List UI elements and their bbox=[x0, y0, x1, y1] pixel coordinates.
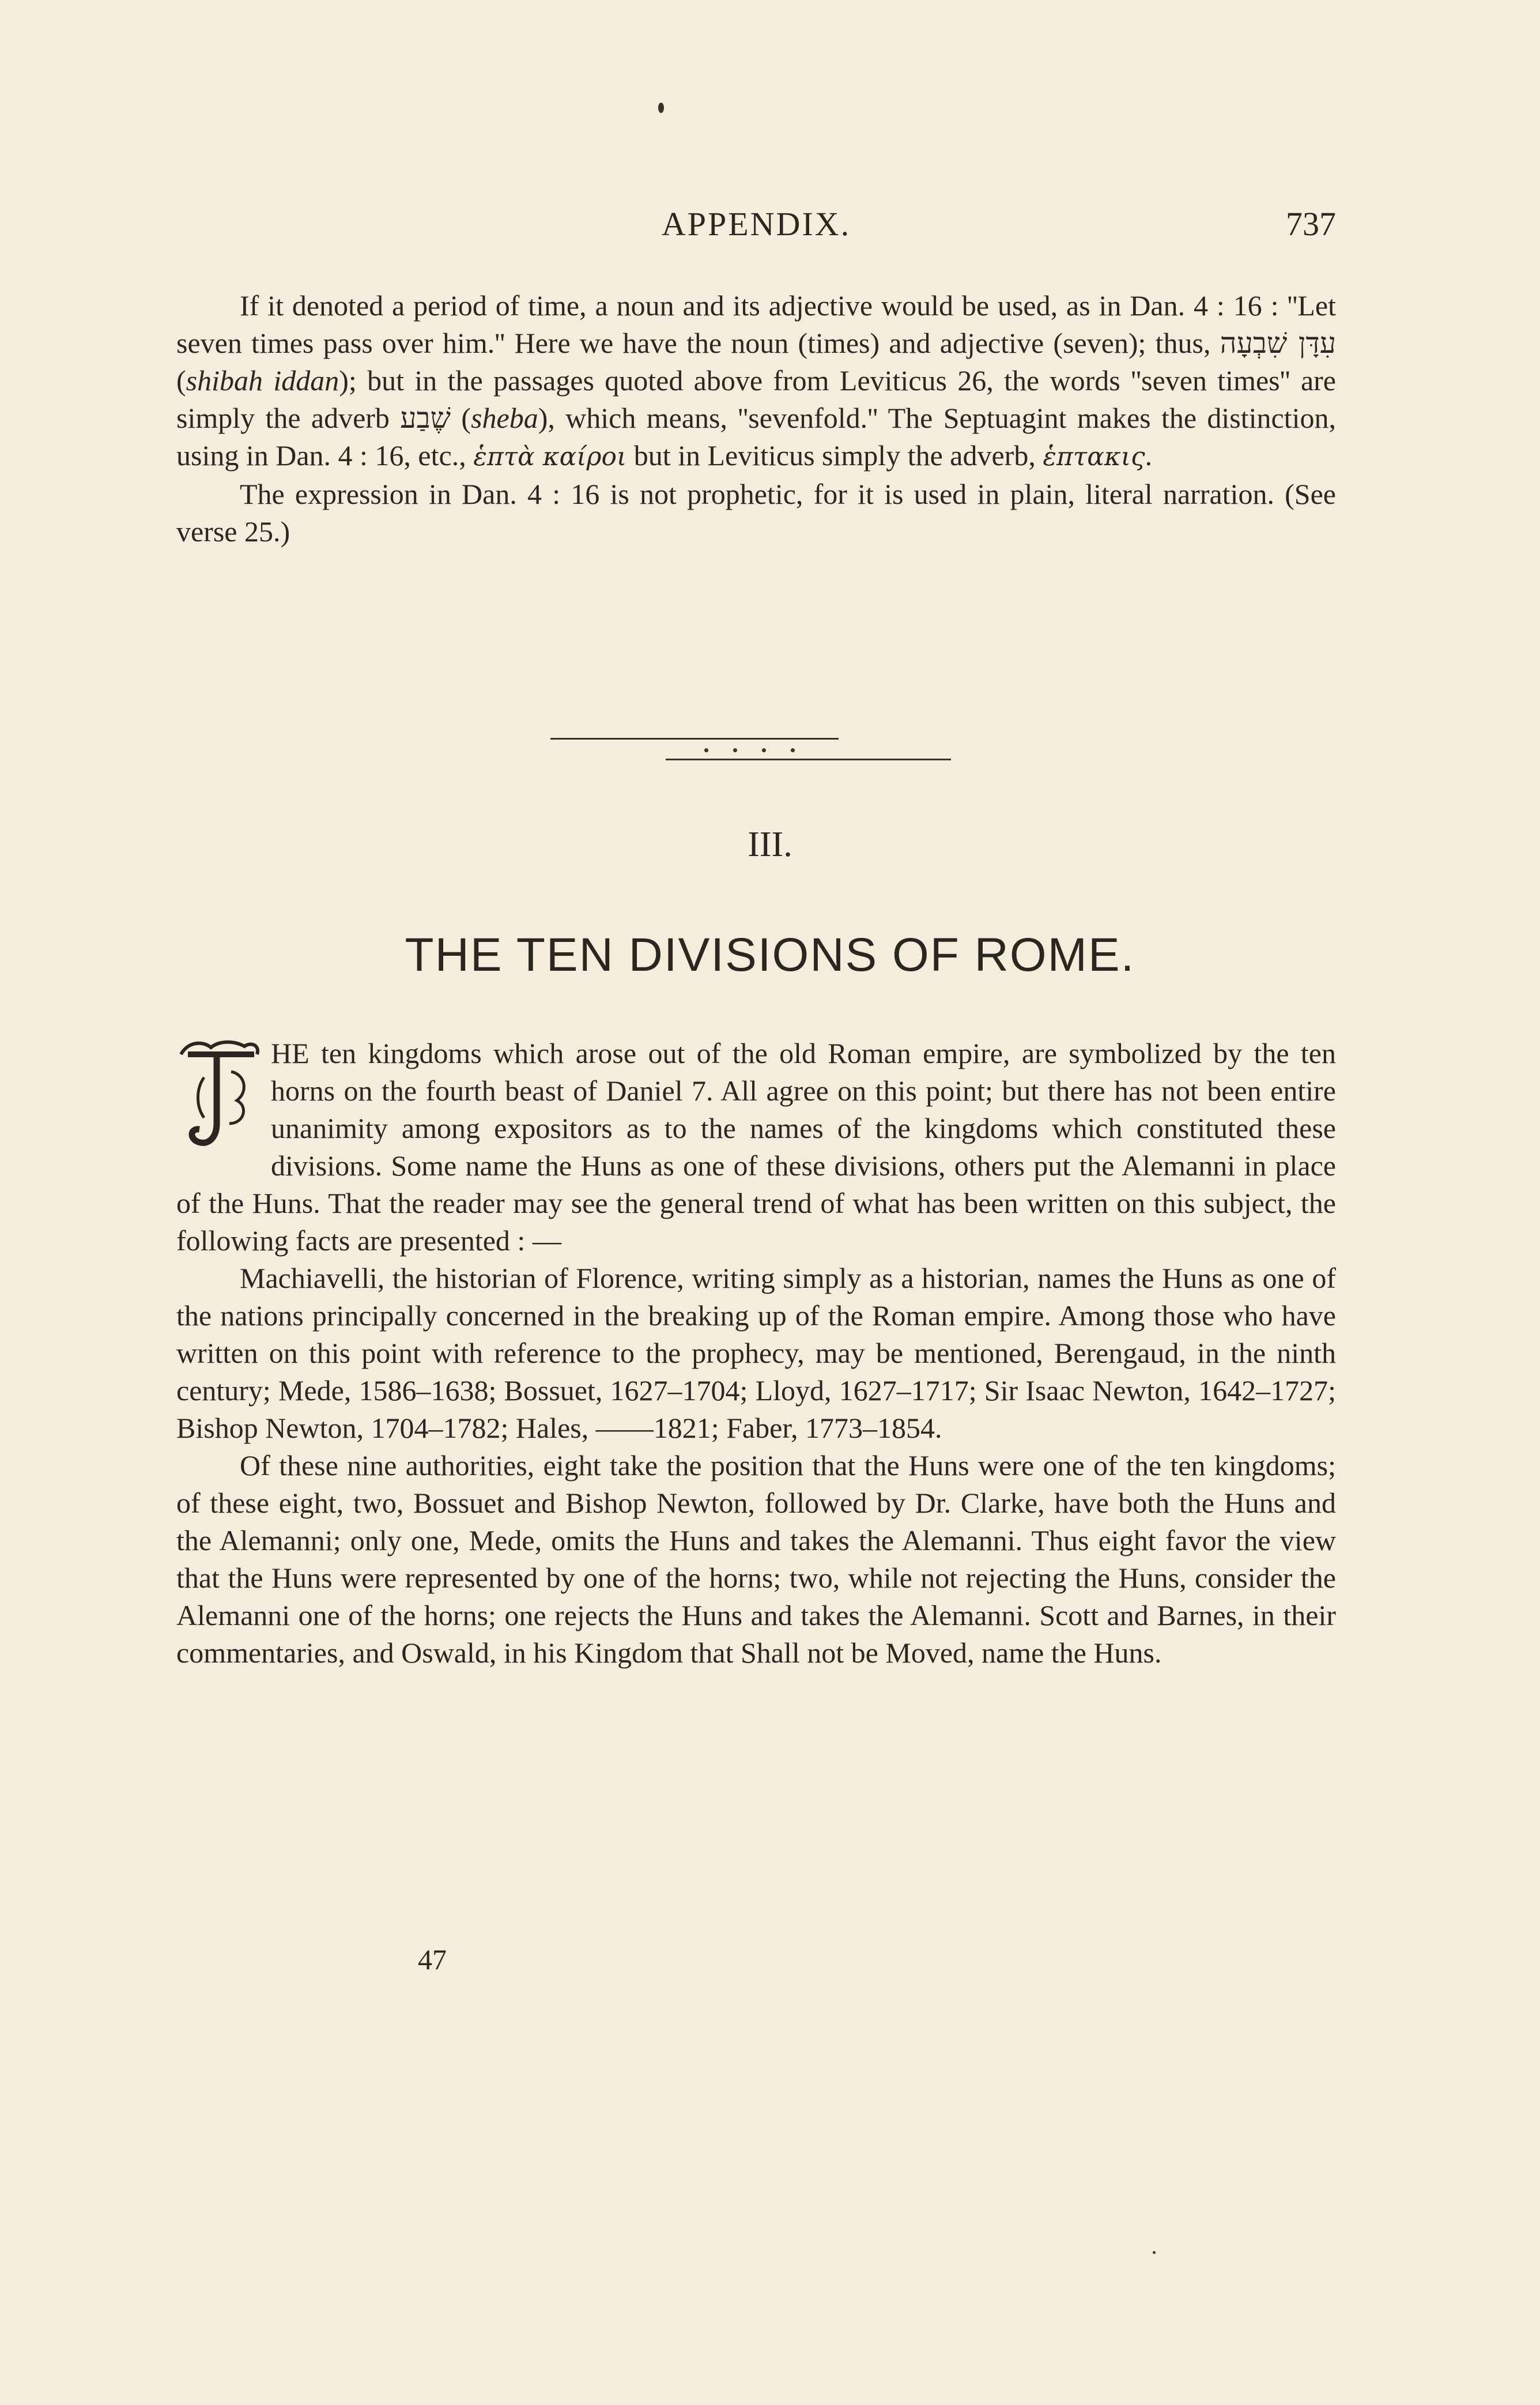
divider-dot bbox=[762, 748, 766, 752]
top-text-block bbox=[176, 287, 1336, 551]
paragraph: The expression in Dan. 4 : 16 is not prophetic, for it is used in plain, literal narration. (See verse 25.) bbox=[176, 478, 1336, 548]
divider-rule-lower bbox=[666, 759, 951, 760]
text-run: ( bbox=[176, 364, 186, 397]
divider-dot bbox=[704, 748, 708, 752]
paragraph: Machiavelli, the historian of Florence, writing simply as a historian, names the Huns as one of the nations principally concerned in the breaking up of the Roman empire. Among those who have written on this point with reference to the prophecy, may be mentioned, Berengaud, in the ninth century; Mede, 1586–1638; Bossuet, 1627–1704; Lloyd, 1627–1717; Sir Isaac Newton, 1642–1727; Bishop Newton, 1704–1782; Hales, ——1821; Faber, 1773–1854. bbox=[176, 1262, 1336, 1444]
text-run: ); but in the passages quoted above from Leviticus 26, the words ''seven times'' are simply the adverb bbox=[176, 364, 1336, 434]
ink-speck bbox=[1153, 2251, 1156, 2254]
running-head: APPENDIX. bbox=[661, 205, 851, 243]
section-number: III. bbox=[748, 825, 792, 864]
paragraph: Of these nine authorities, eight take the position that the Huns were one of the ten kingdoms; of these eight, two, Bossuet and Bishop Newton, followed by Dr. Clarke, have both the Huns and the Alemanni; only one, Mede, omits the Huns and takes the Alemanni. Thus eight favor the view that the Huns were represented by one of the horns; two, while not rejecting the Huns, consider the Alemanni one of the horns; one rejects the Huns and takes the Alemanni. Scott and Barnes, in their commentaries, and Oswald, in his Kingdom that Shall not be Moved, name the Huns. bbox=[176, 1449, 1336, 1669]
ink-speck bbox=[658, 103, 664, 113]
divider-rule-upper bbox=[550, 738, 839, 740]
section-title: THE TEN DIVISIONS OF ROME. bbox=[405, 929, 1135, 981]
page-header bbox=[176, 205, 1336, 251]
greek-phrase: ἑπτὰ καίροι bbox=[473, 442, 627, 472]
text-run: but in Leviticus simply the adverb, bbox=[626, 439, 1043, 472]
body-text-block bbox=[176, 1035, 1336, 1672]
hebrew-phrase: עִדָּן שִׁבְעָה bbox=[1220, 326, 1336, 360]
decorative-initial-t bbox=[176, 1037, 263, 1152]
page-number: 737 bbox=[1286, 205, 1336, 243]
signature-mark: 47 bbox=[418, 1943, 447, 1976]
divider-dot bbox=[733, 748, 737, 752]
text-run: . bbox=[1145, 439, 1153, 472]
text-run: HE ten kingdoms which arose out of the old Roman empire, are symbolized by the ten horns on the fourth beast of Daniel 7. All agree on this point; but there has not been entire unanimity among expositors as to the names of the kingdoms which constituted these divisions. Some name the Huns as one of these divisions, others put the Alemanni in place of the Huns. That the reader may see the general trend of what has been written on this subject, the following facts are presented : — bbox=[176, 1037, 1336, 1257]
transliteration: shibah iddan bbox=[186, 364, 339, 397]
paragraph bbox=[176, 1035, 1336, 1260]
transliteration: sheba bbox=[471, 402, 538, 434]
text-run: ( bbox=[451, 402, 471, 434]
hebrew-word: שֶׁבַע bbox=[400, 401, 451, 435]
text-run: ), which means, ''sevenfold.'' The Septuagint makes the distinction, using in Dan. 4 : 16, etc., bbox=[176, 402, 1336, 472]
greek-word: ἑπτακις bbox=[1043, 442, 1145, 472]
text-run: If it denoted a period of time, a noun and its adjective would be used, as in Dan. 4 : 16 : ''Let seven times pass over him.'' Here we have the noun (times) and adjective (seven); thus, bbox=[176, 289, 1336, 359]
paragraph bbox=[176, 287, 1336, 476]
divider-dot bbox=[791, 748, 795, 752]
